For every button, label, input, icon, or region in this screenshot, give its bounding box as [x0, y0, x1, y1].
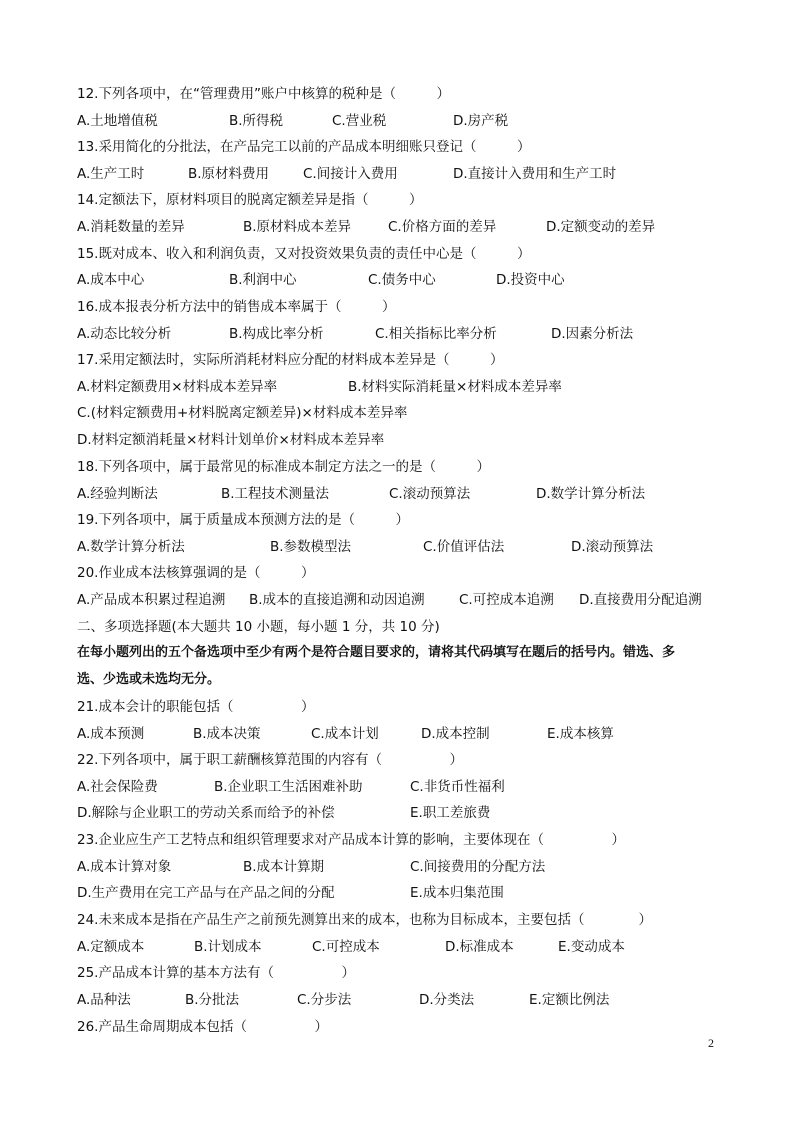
option: A.产品成本积累过程追溯 [77, 592, 226, 608]
question-20-stem: 20.作业成本法核算强调的是（ ） [77, 565, 315, 581]
option: B.成本决策 [193, 726, 261, 742]
option: B.利润中心 [229, 272, 297, 288]
option: C.价格方面的差异 [388, 219, 497, 235]
option: C.价值评估法 [423, 539, 505, 555]
question-17-option-d: D.材料定额消耗量×材料计划单价×材料成本差异率 [77, 432, 385, 448]
option: E.变动成本 [558, 939, 625, 955]
option: E.成本归集范围 [410, 885, 504, 901]
option: D.解除与企业职工的劳动关系而给予的补偿 [77, 805, 335, 821]
option: C.滚动预算法 [389, 486, 471, 502]
option: A.生产工时 [77, 166, 145, 182]
question-23-stem: 23.企业应生产工艺特点和组织管理要求对产品成本计算的影响，主要体现在（ ） [77, 832, 625, 848]
option: D.房产税 [453, 113, 509, 129]
option: B.企业职工生活困难补助 [214, 779, 363, 795]
option: A.土地增值税 [77, 113, 158, 129]
question-21-stem: 21.成本会计的职能包括（ ） [77, 699, 315, 715]
question-26-stem: 26.产品生命周期成本包括（ ） [77, 1019, 328, 1035]
option: C.间接计入费用 [303, 166, 398, 182]
option: E.职工差旅费 [410, 805, 491, 821]
question-14-stem: 14.定额法下，原材料项目的脱离定额差异是指（ ） [77, 192, 423, 208]
option: D.投资中心 [496, 272, 565, 288]
option: C.可控成本 [312, 939, 380, 955]
option: B.计划成本 [194, 939, 262, 955]
option: D.分类法 [419, 992, 475, 1008]
option: C.营业税 [332, 113, 387, 129]
question-22-stem: 22.下列各项中，属于职工薪酬核算范围的内容有（ ） [77, 752, 463, 768]
question-25-stem: 25.产品成本计算的基本方法有（ ） [77, 965, 355, 981]
option: A.社会保险费 [77, 779, 158, 795]
question-18-stem: 18.下列各项中，属于最常见的标准成本制定方法之一的是（ ） [77, 459, 490, 475]
option: A.定额成本 [77, 939, 145, 955]
option: B.参数模型法 [270, 539, 352, 555]
question-17-option-c: C.(材料定额费用+材料脱离定额差异)×材料成本差异率 [77, 405, 408, 421]
option: B.原材料费用 [188, 166, 270, 182]
option: A.品种法 [77, 992, 131, 1008]
question-24-stem: 24.未来成本是指在产品生产之前预先测算出来的成本，也称为目标成本，主要包括（ ） [77, 912, 652, 928]
option: D.滚动预算法 [571, 539, 654, 555]
option: C.可控成本追溯 [459, 592, 554, 608]
question-13-stem: 13.采用简化的分批法，在产品完工以前的产品成本明细账只登记（ ） [77, 139, 531, 155]
option: D.成本控制 [421, 726, 490, 742]
section-instruction-line2: 选、少选或未选均无分。 [77, 672, 221, 687]
option: C.成本计划 [311, 726, 379, 742]
option: B.原材料成本差异 [243, 219, 352, 235]
option: B.分批法 [185, 992, 240, 1008]
option: B.工程技术测量法 [221, 486, 330, 502]
option: D.直接费用分配追溯 [579, 592, 702, 608]
option: C.间接费用的分配方法 [410, 859, 546, 875]
question-17-stem: 17.采用定额法时，实际所消耗材料应分配的材料成本差异是（ ） [77, 352, 504, 368]
option: D.定额变动的差异 [546, 219, 656, 235]
option: D.因素分析法 [551, 326, 634, 342]
option: C.非货币性福利 [410, 779, 505, 795]
option: C.债务中心 [368, 272, 436, 288]
option: A.材料定额费用×材料成本差异率 [77, 379, 278, 395]
question-16-stem: 16.成本报表分析方法中的销售成本率属于（ ） [77, 299, 396, 315]
option: C.相关指标比率分析 [375, 326, 497, 342]
option: D.直接计入费用和生产工时 [453, 166, 617, 182]
option: A.数学计算分析法 [77, 539, 185, 555]
question-12-stem: 12.下列各项中，在“管理费用”账户中核算的税种是（ ） [77, 86, 450, 102]
option: A.成本计算对象 [77, 859, 172, 875]
page-number: 2 [708, 1036, 714, 1050]
option: D.数学计算分析法 [536, 486, 646, 502]
option: A.动态比较分析 [77, 326, 172, 342]
option: D.标准成本 [445, 939, 514, 955]
option: C.分步法 [297, 992, 352, 1008]
option: E.定额比例法 [529, 992, 610, 1008]
option: A.经验判断法 [77, 486, 158, 502]
option: B.成本的直接追溯和动因追溯 [249, 592, 425, 608]
option: B.构成比率分析 [229, 326, 324, 342]
option: B.成本计算期 [243, 859, 325, 875]
section-instruction-line1: 在每小题列出的五个备选项中至少有两个是符合题目要求的，请将其代码填写在题后的括号内。错选、多 [77, 645, 676, 660]
question-19-stem: 19.下列各项中，属于质量成本预测方法的是（ ） [77, 512, 409, 528]
option: A.成本预测 [77, 726, 145, 742]
option: D.生产费用在完工产品与在产品之间的分配 [77, 885, 335, 901]
question-15-stem: 15.既对成本、收入和利润负责，又对投资效果负责的责任中心是（ ） [77, 246, 531, 262]
section-heading: 二、多项选择题(本大题共 10 小题，每小题 1 分，共 10 分) [77, 619, 440, 635]
option: B.所得税 [229, 113, 284, 129]
option: E.成本核算 [547, 726, 614, 742]
option: B.材料实际消耗量×材料成本差异率 [348, 379, 562, 395]
option: A.成本中心 [77, 272, 145, 288]
option: A.消耗数量的差异 [77, 219, 185, 235]
